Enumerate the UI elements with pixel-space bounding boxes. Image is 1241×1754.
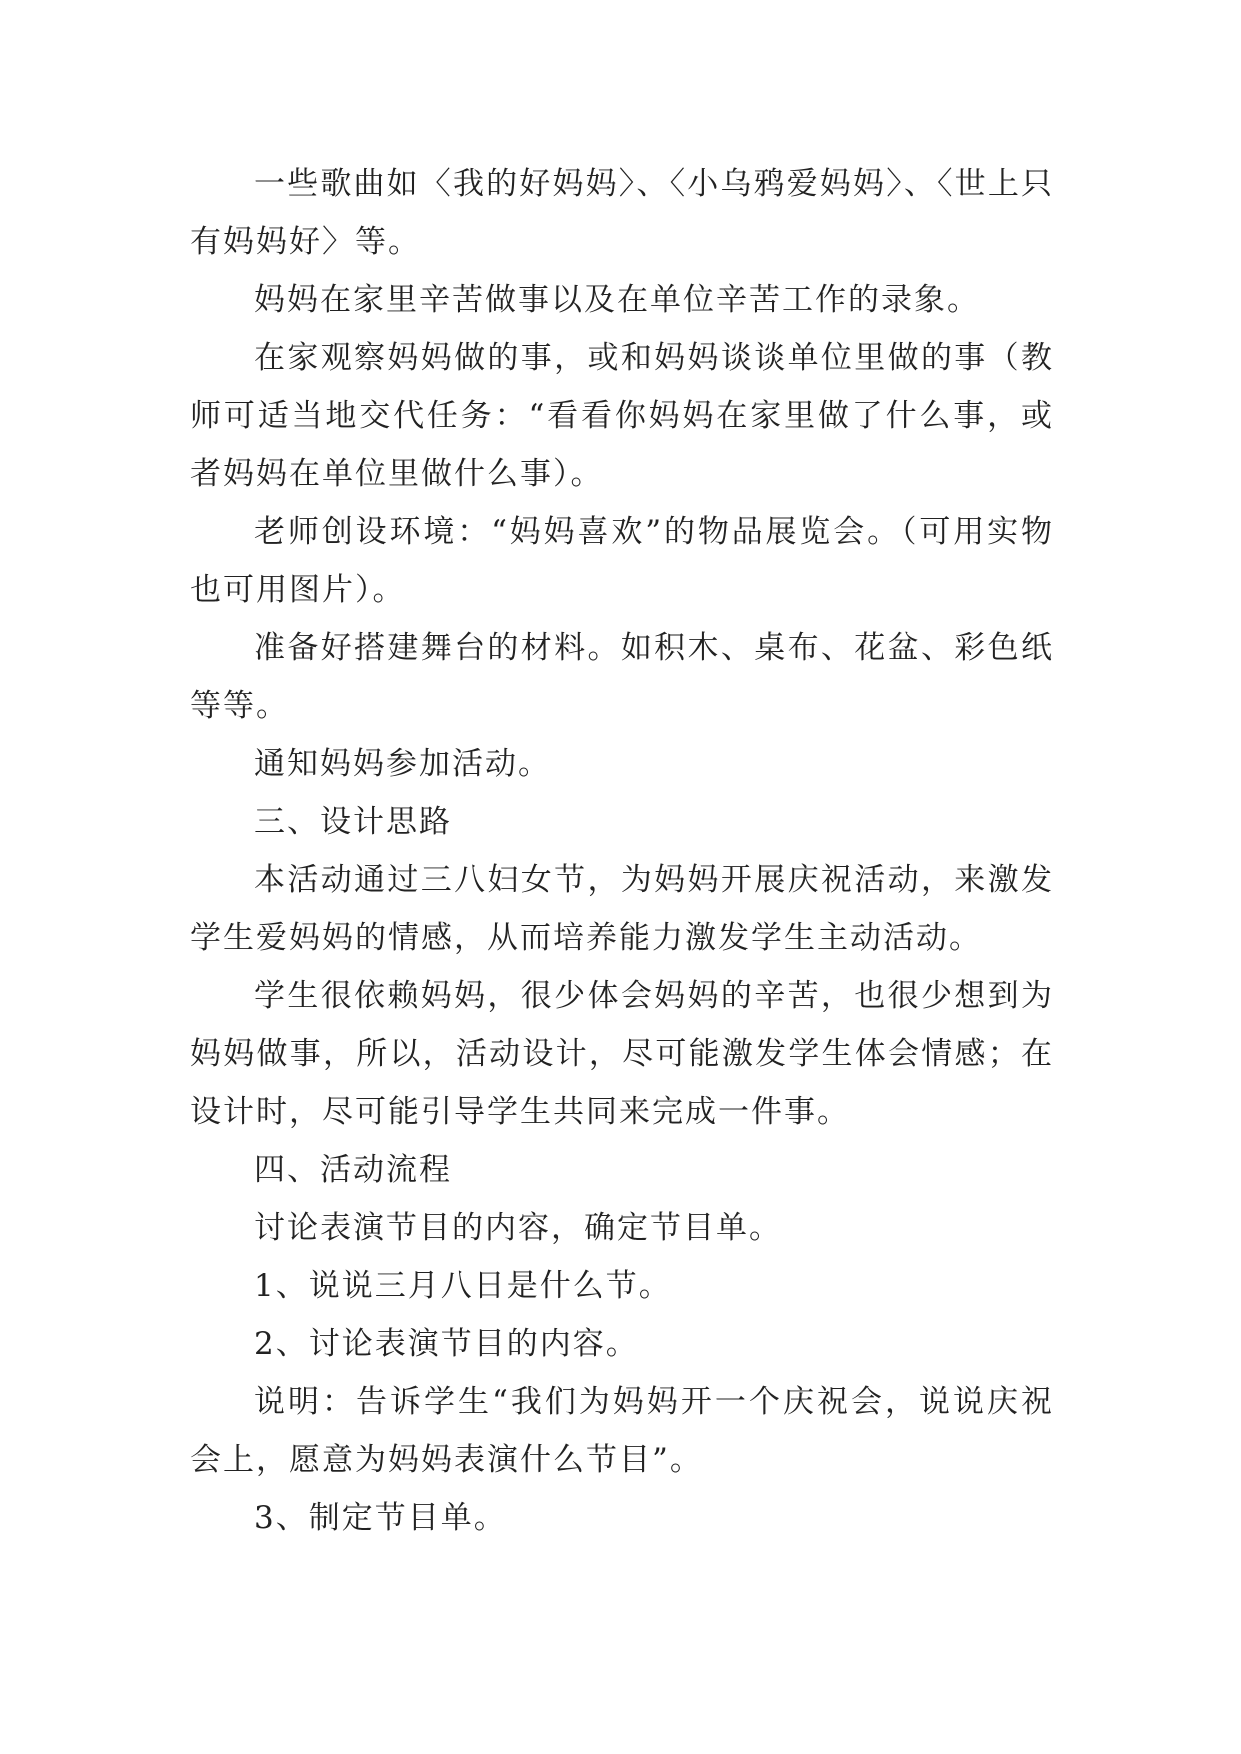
paragraph-exhibition: 老师创设环境：“妈妈喜欢”的物品展览会。（可用实物也可用图片）。	[190, 514, 1054, 608]
paragraph-work-video: 妈妈在家里辛苦做事以及在单位辛苦工作的录象。	[254, 282, 980, 318]
paragraph-notify-mom: 通知妈妈参加活动。	[254, 746, 551, 782]
list-item-step-3: 3、制定节目单。	[254, 1500, 507, 1536]
paragraph-design-rationale: 学生很依赖妈妈，很少体会妈妈的辛苦，也很少想到为妈妈做事，所以，活动设计，尽可能激发学生体会情感；在设计时，尽可能引导学生共同来完成一件事。	[190, 978, 1054, 1130]
paragraph-discuss-program: 讨论表演节目的内容，确定节目单。	[254, 1210, 782, 1246]
section-heading-process: 四、活动流程	[254, 1152, 452, 1188]
section-heading-design: 三、设计思路	[254, 804, 452, 840]
paragraph-explanation: 说明：告诉学生“我们为妈妈开一个庆祝会，说说庆祝会上，愿意为妈妈表演什么节目”。	[190, 1384, 1054, 1478]
paragraph-observe-mom: 在家观察妈妈做的事，或和妈妈谈谈单位里做的事（教师可适当地交代任务：“看看你妈妈在家里做了什么事，或者妈妈在单位里做什么事）。	[190, 340, 1054, 492]
list-item-step-1: 1、说说三月八日是什么节。	[254, 1268, 672, 1304]
paragraph-design-purpose: 本活动通过三八妇女节，为妈妈开展庆祝活动，来激发学生爱妈妈的情感，从而培养能力激发学生主动活动。	[190, 862, 1054, 956]
document-body	[190, 155, 1054, 1547]
paragraph-song-list: 一些歌曲如〈我的好妈妈〉、〈小乌鸦爱妈妈〉、〈世上只有妈妈好〉等。	[190, 166, 1054, 260]
list-item-step-2: 2、讨论表演节目的内容。	[254, 1326, 639, 1362]
paragraph-stage-materials: 准备好搭建舞台的材料。如积木、桌布、花盆、彩色纸等等。	[190, 630, 1054, 724]
